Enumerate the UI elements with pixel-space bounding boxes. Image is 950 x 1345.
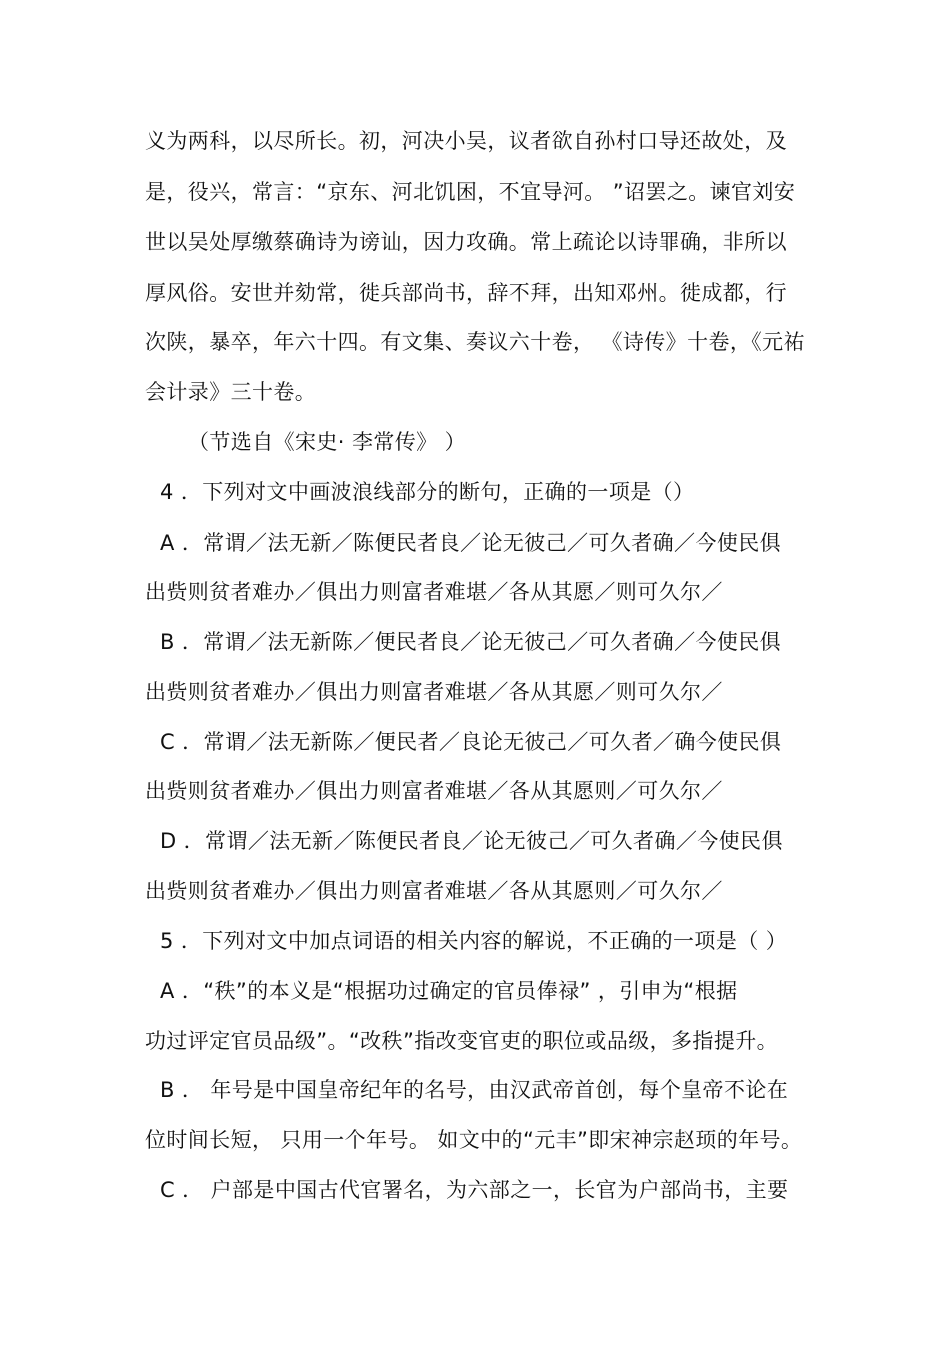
passage-line-1: 义为两科，以尽所长。初，河决小吴，议者欲自孙村口导还故处，及	[145, 129, 787, 153]
source-citation: （节选自《宋史· 李常传》 ）	[188, 430, 467, 454]
passage-line-4: 厚风俗。安世并劾常，徙兵部尚书，辞不拜，出知邓州。徙成都，行	[145, 281, 787, 305]
passage-line-3: 世以吴处厚缴蔡确诗为谤讪，因力攻确。常上疏论以诗罪确，非所以	[145, 230, 787, 254]
question-5-option-b-line-2: 位时间长短， 只用一个年号。 如文中的“元丰”即宋神宗赵顼的年号。	[145, 1128, 803, 1152]
question-4-option-b-line-1: B ．常谓／法无新陈／便民者良／论无彼己／可久者确／今使民俱	[160, 630, 782, 654]
passage-line-2: 是，役兴，常言：“京东、河北饥困，不宜导河。 ”诏罢之。谏官刘安	[145, 180, 796, 204]
question-4-option-d-line-1: D ．常谓／法无新／陈便民者良／论无彼己／可久者确／今使民俱	[160, 829, 783, 853]
passage-line-6: 会计录》三十卷。	[145, 380, 317, 404]
question-4-option-b-line-2: 出赀则贫者难办／俱出力则富者难堪／各从其愿／则可久尔／	[145, 680, 723, 704]
question-5-option-c-line-1: C ． 户部是中国古代官署名，为六部之一，长官为户部尚书，主要	[160, 1178, 789, 1202]
question-4-option-c-line-1: C ．常谓／法无新陈／便民者／良论无彼己／可久者／确今使民俱	[160, 730, 782, 754]
question-5-option-a-line-2: 功过评定官员品级”。“改秩”指改变官吏的职位或品级，多指提升。	[145, 1029, 779, 1053]
question-4-option-a-line-1: A ．常谓／法无新／陈便民者良／论无彼己／可久者确／今使民俱	[160, 531, 782, 555]
passage-line-5: 次陕，暴卒，年六十四。有文集、奏议六十卷， 《诗传》十卷，《元祐	[145, 330, 805, 354]
question-5-option-a-line-1: A ．“秩”的本义是“根据功过确定的官员俸禄” ，引申为“根据	[160, 979, 738, 1003]
question-5-option-b-line-1: B ． 年号是中国皇帝纪年的名号，由汉武帝首创，每个皇帝不论在	[160, 1078, 789, 1102]
question-4-option-a-line-2: 出赀则贫者难办／俱出力则富者难堪／各从其愿／则可久尔／	[145, 580, 723, 604]
question-4-stem: 4 ．下列对文中画波浪线部分的断句，正确的一项是（）	[160, 480, 695, 504]
question-5-stem: 5 ．下列对文中加点词语的相关内容的解说，不正确的一项是（ ）	[160, 929, 788, 953]
question-4-option-d-line-2: 出赀则贫者难办／俱出力则富者难堪／各从其愿则／可久尔／	[145, 879, 723, 903]
question-4-option-c-line-2: 出赀则贫者难办／俱出力则富者难堪／各从其愿则／可久尔／	[145, 779, 723, 803]
